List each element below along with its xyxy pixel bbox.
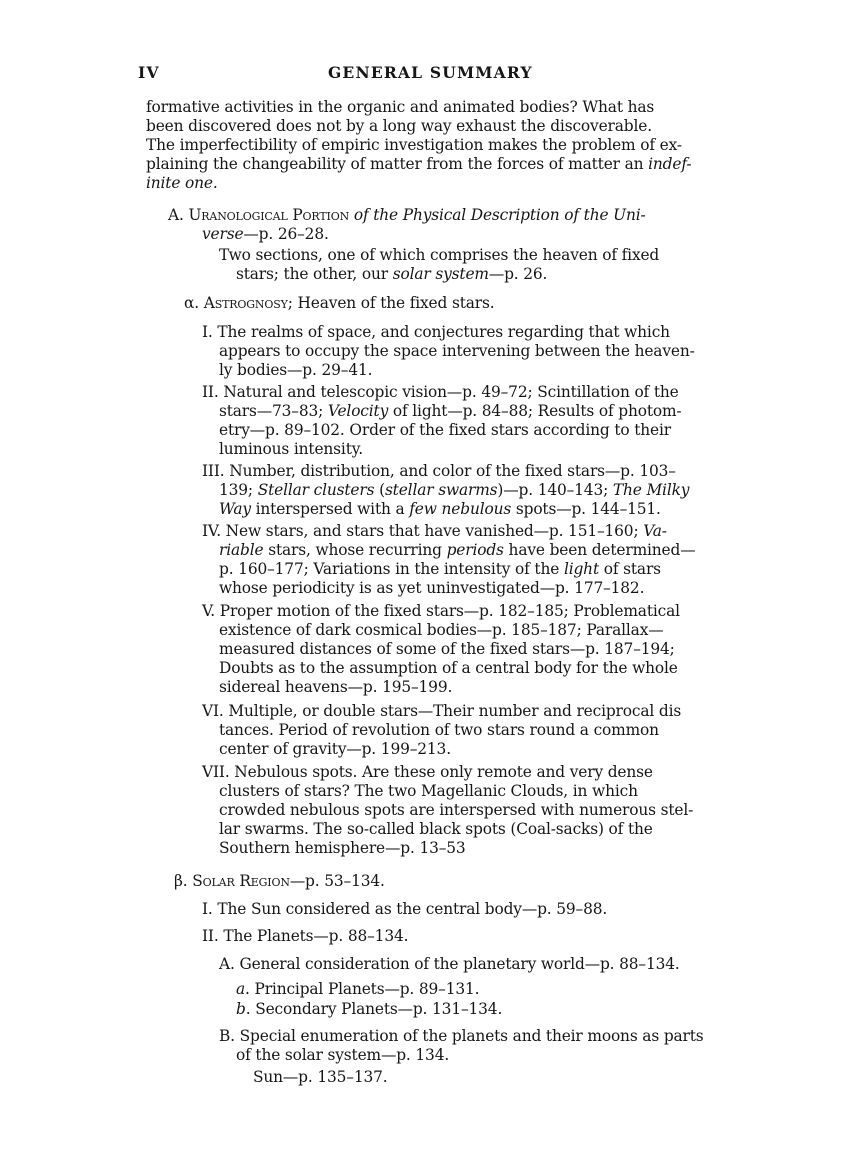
section-a-heading xyxy=(168,206,646,225)
alpha-iii-2i1: Stellar clusters xyxy=(257,481,375,499)
alpha-v-2: existence of dark cosmical bodies—p. 185–187; Parallax— xyxy=(219,621,664,639)
beta-a-sub-a-text: . Principal Planets—p. 89–131. xyxy=(245,980,480,998)
alpha-ii-1: II. Natural and telescopic vision—p. 49–72; Scintillation of the xyxy=(202,383,679,401)
beta-name: Solar Region xyxy=(192,872,290,890)
alpha-iii-1: III. Number, distribution, and color of the fixed stars—p. 103– xyxy=(202,462,676,480)
alpha-vii-3: crowded nebulous spots are interspersed with numerous stel- xyxy=(219,801,694,819)
running-title: GENERAL SUMMARY xyxy=(328,63,533,82)
section-a-heading-cont xyxy=(202,225,329,244)
alpha-i-2: appears to occupy the space intervening between the heaven- xyxy=(219,342,695,360)
alpha-iv-3i: light xyxy=(563,560,599,578)
alpha-iii-3i2: few nebulous xyxy=(409,500,512,518)
beta-i: I. The Sun considered as the central body—p. 59–88. xyxy=(202,900,608,918)
alpha-iv-2b: have been determined— xyxy=(503,541,696,559)
alpha-iv-3b: of stars xyxy=(598,560,661,578)
alpha-i-3: ly bodies—p. 29–41. xyxy=(219,361,373,379)
intro-line-4-text: plaining the changeability of matter from the forces of matter an xyxy=(146,155,649,173)
alpha-iii-2a: 139; xyxy=(219,481,258,499)
alpha-iii-2c: )—p. 140–143; xyxy=(497,481,613,499)
alpha-name: Astrognosy xyxy=(203,294,288,312)
alpha-iii-2b: ( xyxy=(374,481,385,499)
intro-line-1: formative activities in the organic and animated bodies? What has xyxy=(146,98,655,116)
intro-line-5 xyxy=(146,174,218,193)
page-number: IV xyxy=(138,63,160,82)
section-a-title: of the Physical Description of the Uni- xyxy=(353,206,646,224)
alpha-iii-2i2: stellar swarms xyxy=(384,481,498,499)
section-a-desc-2i: solar system xyxy=(392,265,489,283)
alpha-vii-5: Southern hemisphere—p. 13–53 xyxy=(219,839,466,857)
alpha-iv-1 xyxy=(202,522,667,541)
alpha-iii-3b: spots—p. 144–151. xyxy=(511,500,661,518)
beta-a: A. General consideration of the planetary world—p. 88–134. xyxy=(219,955,680,973)
section-a-desc-2b: —p. 26. xyxy=(488,265,548,283)
beta-b-2: of the solar system—p. 134. xyxy=(236,1046,450,1064)
beta-a-sub-b-marker: b xyxy=(236,1000,246,1018)
alpha-iii-3i1: Way xyxy=(219,500,251,518)
alpha-vii-2: clusters of stars? The two Magellanic Clouds, in which xyxy=(219,782,638,800)
alpha-marker: α. xyxy=(184,294,204,312)
alpha-iv-2i2: periods xyxy=(446,541,504,559)
intro-line-4 xyxy=(146,155,691,174)
alpha-iii-3a: interspersed with a xyxy=(250,500,410,518)
beta-a-sub-b xyxy=(236,1000,502,1019)
alpha-v-4: Doubts as to the assumption of a central body for the whole xyxy=(219,659,678,677)
intro-italic-indef: indef- xyxy=(648,155,692,173)
alpha-iv-1a: IV. New stars, and stars that have vanished—p. 151–160; xyxy=(202,522,644,540)
alpha-vii-4: lar swarms. The so-called black spots (Coal-sacks) of the xyxy=(219,820,653,838)
section-a-name: Uranological Portion xyxy=(188,206,350,224)
beta-a-sub-a xyxy=(236,980,479,999)
alpha-v-5: sidereal heavens—p. 195–199. xyxy=(219,678,453,696)
alpha-heading xyxy=(184,294,494,313)
alpha-iv-4: whose periodicity is as yet uninvestigated—p. 177–182. xyxy=(219,579,645,597)
alpha-iv-3a: p. 160–177; Variations in the intensity of the xyxy=(219,560,564,578)
section-a-desc-1: Two sections, one of which comprises the heaven of fixed xyxy=(219,246,660,264)
alpha-iv-2 xyxy=(219,541,695,560)
alpha-iv-3 xyxy=(219,560,661,579)
alpha-ii-2a: stars—73–83; xyxy=(219,402,328,420)
alpha-iv-2i: riable xyxy=(219,541,264,559)
beta-marker: β. xyxy=(174,872,193,890)
alpha-ii-2i: Velocity xyxy=(327,402,389,420)
alpha-v-1: V. Proper motion of the fixed stars—p. 182–185; Problematical xyxy=(202,602,680,620)
alpha-iv-1i: Va- xyxy=(643,522,667,540)
beta-a-sub-a-marker: a xyxy=(236,980,246,998)
alpha-iii-2 xyxy=(219,481,689,500)
intro-line-3: The imperfectibility of empiric investigation makes the problem of ex- xyxy=(146,136,682,154)
alpha-vi-1: VI. Multiple, or double stars—Their number and reciprocal dis xyxy=(202,702,682,720)
alpha-ii-3: etry—p. 89–102. Order of the fixed stars according to their xyxy=(219,421,671,439)
alpha-v-3: measured distances of some of the fixed stars—p. 187–194; xyxy=(219,640,675,658)
alpha-ii-4: luminous intensity. xyxy=(219,440,363,458)
section-a-title-cont: verse xyxy=(202,225,244,243)
alpha-vi-3: center of gravity—p. 199–213. xyxy=(219,740,451,758)
alpha-iv-2a: stars, whose recurring xyxy=(263,541,447,559)
alpha-iii-3 xyxy=(219,500,661,519)
beta-sun: Sun—p. 135–137. xyxy=(253,1068,388,1086)
alpha-iii-2i3: The Milky xyxy=(612,481,690,499)
section-a-pages: —p. 26–28. xyxy=(243,225,329,243)
beta-ii: II. The Planets—p. 88–134. xyxy=(202,927,409,945)
alpha-i-1: I. The realms of space, and conjectures regarding that which xyxy=(202,323,670,341)
beta-heading xyxy=(174,872,385,891)
beta-pages: —p. 53–134. xyxy=(289,872,385,890)
alpha-vi-2: tances. Period of revolution of two stars round a common xyxy=(219,721,659,739)
beta-a-sub-b-text: . Secondary Planets—p. 131–134. xyxy=(245,1000,503,1018)
alpha-vii-1: VII. Nebulous spots. Are these only remote and very dense xyxy=(202,763,653,781)
alpha-ii-2b: of light—p. 84–88; Results of photom- xyxy=(388,402,682,420)
section-a-label: A. xyxy=(168,206,189,224)
section-a-desc-2a: stars; the other, our xyxy=(236,265,393,283)
intro-line-2: been discovered does not by a long way exhaust the discoverable. xyxy=(146,117,652,135)
alpha-text: ; Heaven of the fixed stars. xyxy=(287,294,495,312)
beta-b-1: B. Special enumeration of the planets and their moons as parts xyxy=(219,1027,704,1045)
section-a-desc-2 xyxy=(236,265,547,284)
alpha-ii-2 xyxy=(219,402,681,421)
intro-italic-inite: inite one. xyxy=(146,174,218,192)
